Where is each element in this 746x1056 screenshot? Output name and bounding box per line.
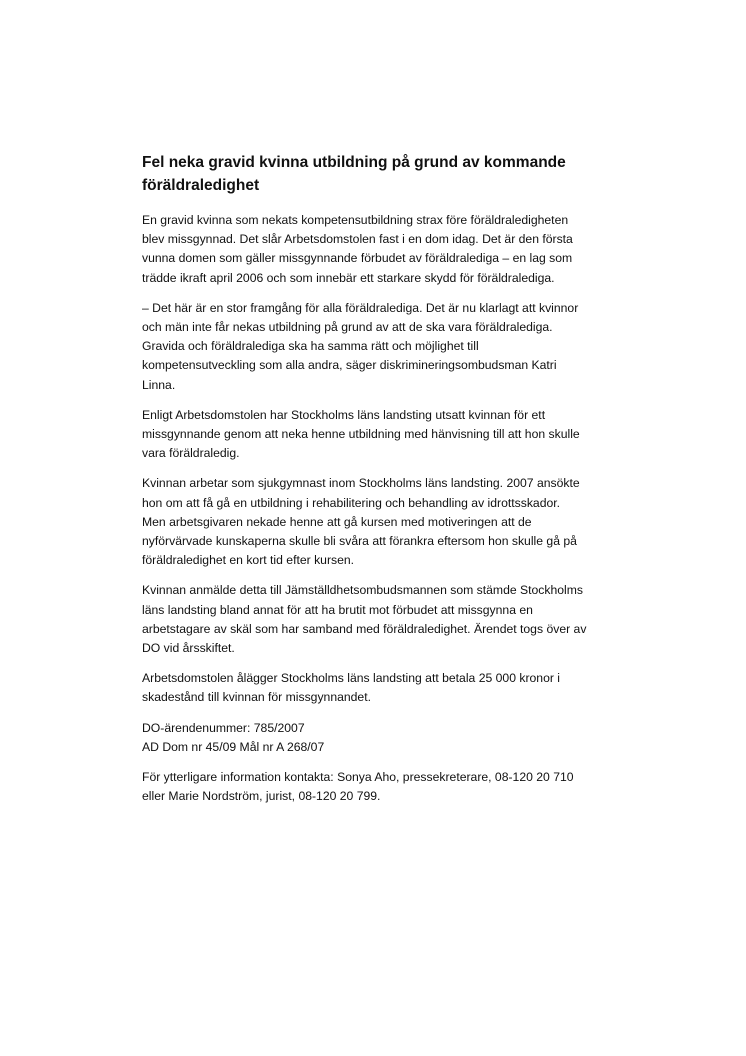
text-line: läns landsting bland annat för att ha brutit mot förbudet att missgynna en bbox=[142, 602, 533, 617]
text-line: Enligt Arbetsdomstolen har Stockholms läns landsting utsatt kvinnan för ett bbox=[142, 407, 546, 422]
text-line: Gravida och föräldralediga ska ha samma rätt och möjlighet till bbox=[142, 339, 479, 354]
title-line: Fel neka gravid kvinna utbildning på grund av kommande bbox=[142, 154, 566, 171]
text-line: Men arbetsgivaren nekade henne att gå kursen med motiveringen att de bbox=[142, 514, 532, 529]
text-line: vara föräldraledig. bbox=[142, 446, 240, 461]
text-line: arbetstagare av skäl som har samband med föräldraledighet. Ärendet togs över av bbox=[142, 621, 587, 636]
paragraph-intro bbox=[142, 211, 622, 288]
text-line: hon om att få gå en utbildning i rehabilitering och behandling av idrottsskador. bbox=[142, 495, 561, 510]
text-line: Kvinnan anmälde detta till Jämställdhetsombudsmannen som stämde Stockholms bbox=[142, 583, 584, 598]
text-line: Linna. bbox=[142, 377, 176, 392]
paragraph-quote bbox=[142, 299, 622, 395]
paragraph-damages bbox=[142, 669, 622, 707]
paragraph-case-numbers bbox=[142, 719, 622, 757]
paragraph-complaint bbox=[142, 581, 622, 658]
text-line: skadestånd till kvinnan för missgynnandet. bbox=[142, 690, 371, 705]
text-line: kompetensutveckling som alla andra, säger diskrimineringsombudsman Katri bbox=[142, 358, 557, 373]
text-line: och män inte får nekas utbildning på grund av att de ska vara föräldralediga. bbox=[142, 320, 553, 335]
text-line: blev missgynnad. Det slår Arbetsdomstolen fast i en dom idag. Det är den första bbox=[142, 232, 573, 247]
text-line: vunna domen som gäller missgynnande förbudet av föräldralediga – en lag som bbox=[142, 251, 573, 266]
text-line: nyförvärvade kunskaperna skulle bli svåra att förankra eftersom hon skulle gå på bbox=[142, 534, 577, 549]
text-line: DO vid årsskiftet. bbox=[142, 641, 235, 656]
title-line: föräldraledighet bbox=[142, 177, 260, 194]
text-line: Arbetsdomstolen ålägger Stockholms läns landsting att betala 25 000 kronor i bbox=[142, 671, 561, 686]
text-line: trädde ikraft april 2006 och som innebär ett starkare skydd för föräldralediga. bbox=[142, 270, 555, 285]
document-title bbox=[142, 151, 622, 197]
case-number: DO-ärendenummer: 785/2007 bbox=[142, 720, 305, 735]
paragraph-contact bbox=[142, 768, 622, 806]
text-line: missgynnande genom att neka henne utbildning med hänvisning till att hon skulle bbox=[142, 427, 580, 442]
paragraph-ruling bbox=[142, 406, 622, 464]
text-line: eller Marie Nordström, jurist, 08-120 20 799. bbox=[142, 789, 381, 804]
text-line: För ytterligare information kontakta: Sonya Aho, pressekreterare, 08-120 20 710 bbox=[142, 770, 574, 785]
paragraph-background bbox=[142, 474, 622, 570]
document-body bbox=[142, 151, 622, 817]
text-line: En gravid kvinna som nekats kompetensutbildning strax före föräldraledigheten bbox=[142, 213, 569, 227]
case-number: AD Dom nr 45/09 Mål nr A 268/07 bbox=[142, 739, 325, 754]
text-line: – Det här är en stor framgång för alla föräldralediga. Det är nu klarlagt att kvinnor bbox=[142, 300, 579, 315]
text-line: Kvinnan arbetar som sjukgymnast inom Stockholms läns landsting. 2007 ansökte bbox=[142, 476, 580, 491]
text-line: föräldraledighet en kort tid efter kursen. bbox=[142, 553, 355, 568]
